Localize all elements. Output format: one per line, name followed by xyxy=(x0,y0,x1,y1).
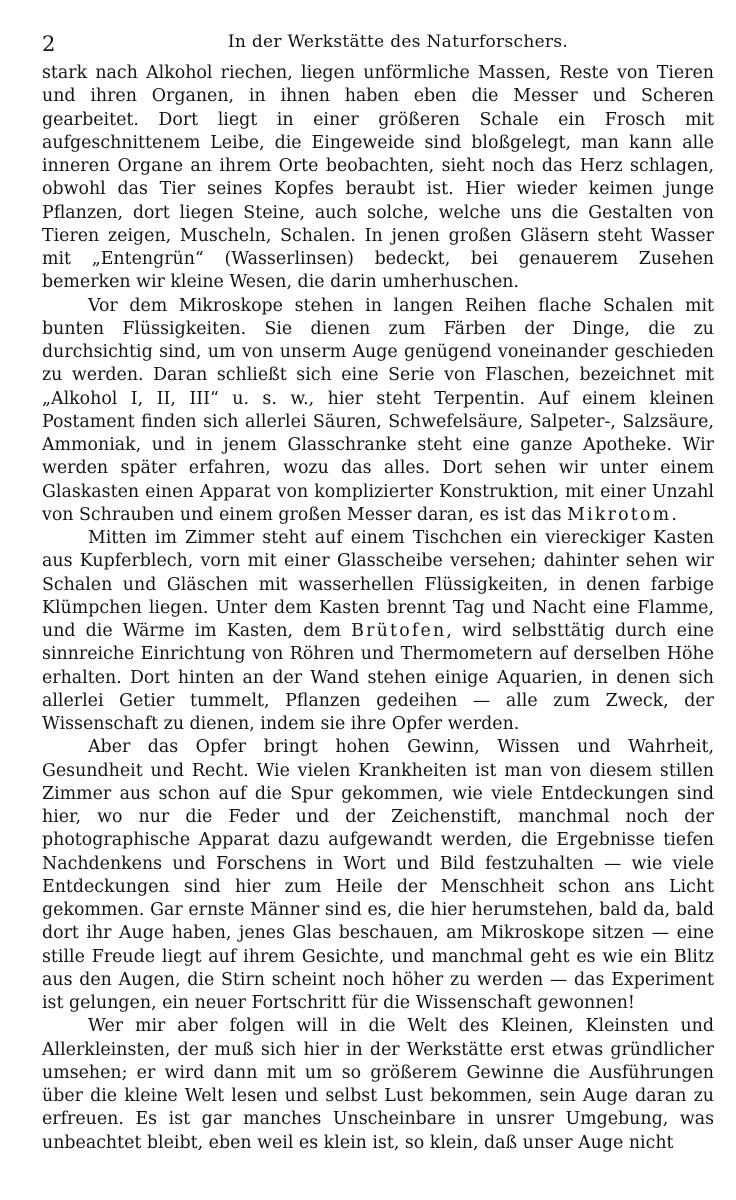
paragraph xyxy=(42,527,714,736)
paragraph xyxy=(42,736,714,1015)
spaced-emphasis-text: Brütofen xyxy=(351,621,447,641)
text-run: Wer mir aber folgen will in die Welt des Kleinen, Kleinsten und Allerkleinsten, der muß sich hier in der Werkstätte erst etwas gründlicher umsehen; er wird dann mit um so größerem Gewinne die Ausführungen über die kleine Welt lesen und selbst Lust bekommen, sein Auge daran zu erfreuen. Es ist gar manches Unscheinbare in unsrer Umgebung, was unbeachtet bleibt, eben weil es klein ist, so klein, daß unser Auge nicht xyxy=(42,1016,714,1153)
paragraph xyxy=(42,62,714,295)
body-text xyxy=(42,62,714,1155)
paragraph xyxy=(42,295,714,528)
text-run: Aber das Opfer bringt hohen Gewinn, Wissen und Wahrheit, Gesundheit und Recht. Wie vielen Krankheiten ist man von diesem stillen Zimmer aus schon auf die Spur gekommen, wie viele Entdeckungen sind hier, wo nur die Feder und der Zeichenstift, manchmal noch der photographische Apparat dazu aufgewandt werden, die Ergebnisse tiefen Nachdenkens und Forschens in Wort und Bild festzuhalten — wie viele Entdeckungen sind hier zum Heile der Menschheit schon ans Licht gekommen. Gar ernste Männer sind es, die hier herumstehen, bald da, bald dort ihr Auge haben, jenes Glas beschauen, am Mikroskope sitzen — eine stille Freude liegt auf ihrem Gesichte, und manchmal geht es wie ein Blitz aus den Augen, die Stirn scheint noch höher zu werden — das Experiment ist gelungen, ein neuer Fortschritt für die Wissenschaft gewonnen! xyxy=(42,737,714,1013)
text-run: . xyxy=(671,504,677,525)
running-head: In der Werkstätte des Naturforschers. xyxy=(227,32,569,52)
page-number: 2 xyxy=(42,32,56,56)
paragraph xyxy=(42,1015,714,1155)
spaced-emphasis-text: Mikrotom xyxy=(567,504,672,525)
text-run: Vor dem Mikroskope stehen in langen Reihen flache Schalen mit bunten Flüssigkeiten. Sie dienen zum Färben der Dinge, die zu durchsichtig sind, um von unserm Auge genügend voneinander geschieden zu werden. Daran schließt sich eine Serie von Flaschen, bezeichnet mit „Alkohol I, II, III“ u. s. w., hier steht Terpentin. Auf einem kleinen Postament finden sich allerlei Säuren, Schwefelsäure, Salpeter-, Salzsäure, Ammoniak, und in jenem Glasschranke steht eine ganze Apotheke. Wir werden später erfahren, wozu das alles. Dort sehen wir unter einem Glaskasten einen Apparat von komplizierter Konstruktion, mit einer Unzahl von Schrauben und einem großen Messer daran, es ist das xyxy=(42,295,714,525)
page-header xyxy=(42,30,714,62)
text-run: , wird selbsttätig durch eine sinnreiche Einrichtung von Röhren und Thermometern auf derselben Höhe erhalten. Dort hinten an der Wand stehen einige Aquarien, in denen sich allerlei Getier tummelt, Pflanzen gedeihen — alle zum Zweck, der Wissenschaft zu dienen, indem sie ihre Opfer werden. xyxy=(42,621,714,734)
book-page xyxy=(42,30,714,1155)
text-run: Mitten im Zimmer steht auf einem Tischchen ein viereckiger Kasten aus Kupferblech, vorn mit einer Glasscheibe versehen; dahinter sehen wir Schalen und Gläschen mit wasserhellen Flüssigkeiten, in denen farbige Klümpchen liegen. Unter dem Kasten brennt Tag und Nacht eine Flamme, und die Wärme im Kasten, dem xyxy=(42,528,714,641)
text-run: stark nach Alkohol riechen, liegen unförmliche Massen, Reste von Tieren und ihren Organen, in ihnen haben eben die Messer und Scheren gearbeitet. Dort liegt in einer größeren Schale ein Frosch mit aufgeschnittenem Leibe, die Eingeweide sind bloßgelegt, man kann alle inneren Organe an ihrem Orte beobachten, sieht noch das Herz schlagen, obwohl das Tier seines Kopfes beraubt ist. Hier wieder keimen junge Pflanzen, dort liegen Steine, auch solche, welche uns die Gestalten von Tieren zeigen, Muscheln, Schalen. In jenen großen Gläsern steht Wasser mit „Entengrün“ (Wasserlinsen) bedeckt, bei genauerem Zusehen bemerken wir kleine Wesen, die darin umherhuschen. xyxy=(42,63,714,293)
